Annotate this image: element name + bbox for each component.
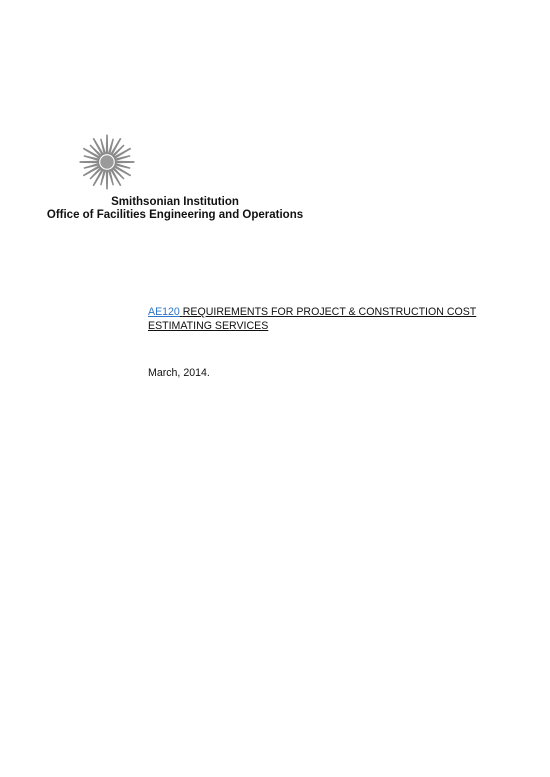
logo-ray [106,135,108,154]
logo-ray [106,171,108,190]
document-title-text-1: REQUIREMENTS FOR PROJECT & CONSTRUCTION COST [182,306,477,318]
document-title-line-1 [148,306,508,320]
logo-ray [116,161,135,163]
document-title-line-2: ESTIMATING SERVICES [148,319,269,332]
smithsonian-sunburst-logo [79,134,135,190]
document-title [148,306,508,333]
organization-block [40,196,310,222]
document-date: March, 2014. [148,367,210,379]
organization-name: Smithsonian Institution [111,196,239,208]
department-name: Office of Facilities Engineering and Operations [46,209,304,221]
document-code-link[interactable]: AE120 [148,306,180,318]
logo-ray [80,161,99,163]
